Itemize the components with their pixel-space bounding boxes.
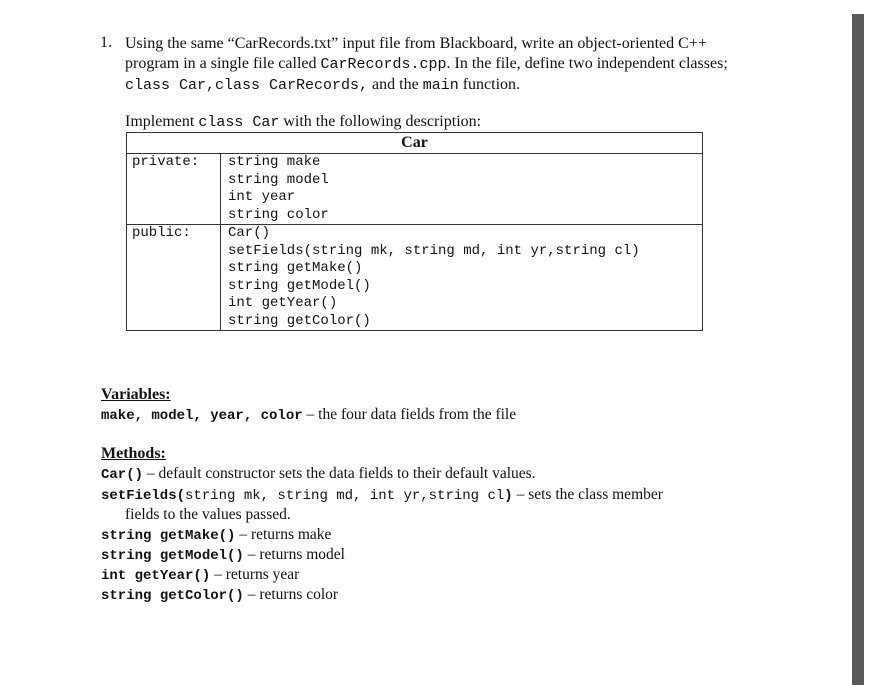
member-model: string model [228,171,329,188]
getyear-name: getYear() [134,568,211,584]
setfields-close: ) [504,488,513,504]
method-line-car [101,465,536,483]
getmodel-name: getModel() [159,548,244,564]
private-members [221,154,703,225]
getmake-type: string [101,528,160,544]
question-text-a: Using the same “CarRecords.txt” input file from Blackboard, write an object-oriented C++ program in a single file called [125,35,707,72]
implement-prefix: Implement [125,113,199,130]
method-line-getyear [101,566,299,584]
implement-code: class Car [198,114,280,131]
getcolor-type: string [101,588,160,604]
question-number: 1. [100,34,112,51]
member-year: int year [228,189,296,205]
getcolor-desc: – returns color [243,586,339,603]
main-code: main [422,77,459,94]
method-line-getmake [101,526,331,544]
method-line-getmodel [101,546,345,564]
variables-heading: Variables: [101,386,171,403]
implement-line [125,113,481,131]
method-line-setfields [101,486,663,504]
getmake-name: getMake() [159,528,236,544]
question-text-c: and the [368,76,423,93]
question-text-b: . In the file, define two independent classes; [446,55,728,72]
setfields-desc: – sets the class member [512,486,663,503]
variable-names: make, model, year, color [101,408,303,424]
car-code: Car() [101,467,144,483]
method-getyear: int getYear() [228,295,338,311]
implement-suffix: with the following description: [279,113,482,130]
getmake-desc: – returns make [235,526,332,543]
method-getcolor: string getColor() [228,312,371,329]
class-car-code: class Car, [125,77,216,94]
getmodel-desc: – returns model [243,546,345,563]
scrollbar[interactable] [852,14,864,685]
car-desc: – default constructor sets the data fields to their default values. [143,465,536,482]
method-setfields: setFields(string mk, string md, int yr,string cl) [228,242,640,259]
question-text-d: function. [458,76,521,93]
file-name: CarRecords.cpp [320,56,447,73]
class-title: Car [127,133,703,154]
setfields-params: string mk, string md, int yr,string cl [185,488,505,504]
question-paragraph [125,34,765,96]
class-diagram-table [126,132,703,331]
public-members [221,225,703,331]
member-make: string make [228,154,321,170]
public-label: public: [127,225,221,331]
getcolor-name: getColor() [159,588,244,604]
variables-desc: – the four data fields from the file [302,406,517,423]
private-label: private: [127,154,221,225]
member-color: string color [228,206,329,223]
method-getmake: string getMake() [228,260,363,276]
getmodel-type: string [101,548,160,564]
setfields-desc-continued: fields to the values passed. [125,506,291,523]
getyear-desc: – returns year [210,566,300,583]
method-getmodel: string getModel() [228,277,371,294]
variables-line [101,406,516,424]
method-line-getcolor [101,586,338,604]
class-carrecords-code: class CarRecords, [215,77,369,94]
method-car: Car() [228,225,271,241]
setfields-name: setFields( [101,488,186,504]
getyear-type: int [101,568,135,584]
methods-heading: Methods: [101,445,166,462]
